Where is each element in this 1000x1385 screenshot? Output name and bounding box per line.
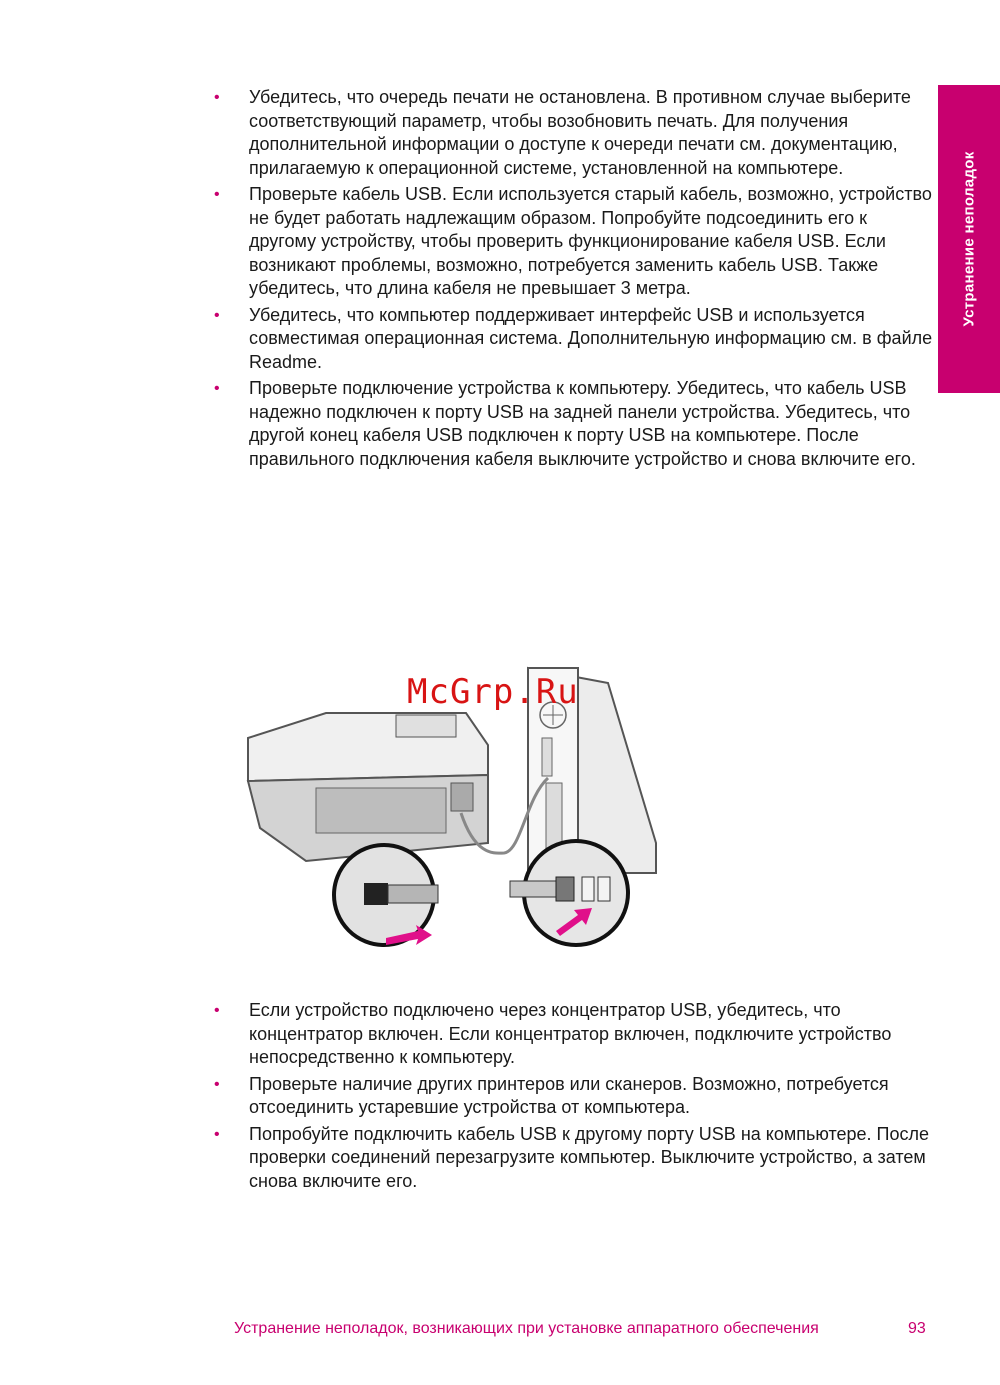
bullet-icon: • bbox=[214, 89, 220, 106]
list-item bbox=[214, 1123, 934, 1194]
list-item-text: Проверьте наличие других принтеров или сканеров. Возможно, потребуется отсоединить устаревшие устройства от компьютера. bbox=[249, 1073, 889, 1117]
bullet-icon: • bbox=[214, 1002, 220, 1019]
watermark: McGrp.Ru bbox=[407, 672, 579, 712]
list-item-text: Проверьте подключение устройства к компьютеру. Убедитесь, что кабель USB надежно подключен к порту USB на задней панели устройства. Убедитесь, что другой конец кабеля USB подключен к порту USB на компьютере. После правильного подключения кабеля выключите устройство и снова включите его. bbox=[249, 378, 916, 469]
list-item-text: Попробуйте подключить кабель USB к другому порту USB на компьютере. После проверки соединений перезагрузите компьютер. Выключите устройство, а затем снова включите его. bbox=[249, 1123, 930, 1191]
bullet-icon: • bbox=[214, 380, 220, 397]
footer-section-title: Устранение неполадок, возникающих при установке аппаратного обеспечения bbox=[234, 1320, 819, 1337]
list-item bbox=[214, 1073, 934, 1120]
list-item bbox=[214, 999, 934, 1070]
bullet-list-top bbox=[214, 86, 934, 474]
list-item bbox=[214, 377, 934, 471]
bullet-list-bottom bbox=[214, 999, 934, 1196]
list-item-text: Убедитесь, что компьютер поддерживает интерфейс USB и используется совместимая операционная система. Дополнительную информацию см. в файле Readme. bbox=[249, 304, 933, 372]
list-item bbox=[214, 86, 934, 180]
printer-icon bbox=[248, 713, 488, 861]
list-item-text: Проверьте кабель USB. Если используется старый кабель, возможно, устройство не будет работать надлежащим образом. Попробуйте подсоединить его к другому устройству, чтобы проверить функционирование кабеля USB. Если возникают проблемы, возможно, потребуется заменить кабель USB. Также убедитесь, что длина кабеля не превышает 3 метра. bbox=[249, 184, 932, 298]
printer-port-zoom bbox=[334, 845, 438, 945]
bullet-icon: • bbox=[214, 1075, 220, 1093]
list-item bbox=[214, 304, 934, 375]
list-item bbox=[214, 183, 934, 301]
side-tab-label: Устранение неполадок bbox=[960, 151, 978, 327]
page-number: 93 bbox=[908, 1320, 926, 1337]
bullet-icon: • bbox=[214, 186, 220, 203]
section-side-tab bbox=[938, 85, 1000, 393]
list-item-text: Убедитесь, что очередь печати не остановлена. В противном случае выберите соответствующий параметр, чтобы возобновить печать. Для получения дополнительной информации о доступе к очереди печати см. документацию, прилагаемую к операционной системе, установленной на компьютере. bbox=[249, 87, 911, 178]
bullet-icon: • bbox=[214, 1125, 220, 1143]
list-item-text: Если устройство подключено через концентратор USB, убедитесь, что концентратор включен. Если концентратор включен, подключите устройство непосредственно к компьютеру. bbox=[249, 1000, 892, 1067]
bullet-icon: • bbox=[214, 306, 220, 324]
